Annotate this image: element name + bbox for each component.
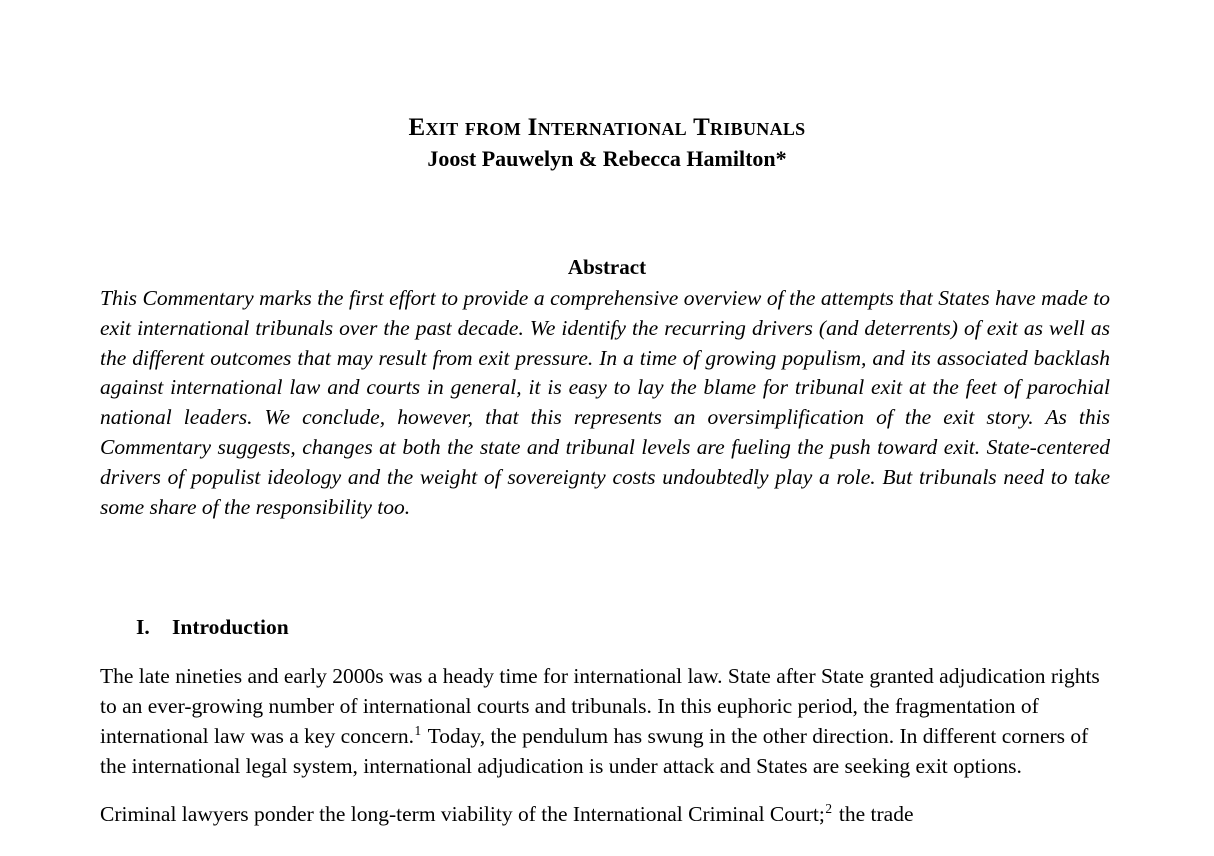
- paragraph-intro-1: [100, 661, 1110, 781]
- abstract-text: This Commentary marks the first effort to provide a comprehensive overview of the attempts that States have made to exit international tribunals over the past decade. We identify the recurring drivers (and deterrents) of exit as well as the different outcomes that may result from exit pressure. In a time of growing populism, and its associated backlash against international law and courts in general, it is easy to lay the blame for tribunal exit at the feet of parochial national leaders. We conclude, however, that this represents an oversimplification of the exit story. As this Commentary suggests, changes at both the state and tribunal levels are fueling the push toward exit. State-centered drivers of populist ideology and the weight of sovereignty costs undoubtedly play a role. But tribunals need to take some share of the responsibility too.: [100, 286, 1110, 519]
- paragraph-intro-2-part-b: the trade: [833, 802, 914, 826]
- footnote-marker-1[interactable]: 1: [414, 722, 422, 738]
- footnote-marker-2[interactable]: 2: [825, 800, 833, 816]
- paragraph-intro-1-part-a: The late nineties and early 2000s was a heady time for international law. State after State granted adjudication rights to an ever-growing number of international courts and tribunals. In this euphoric period, the fragmentation of international law was a key concern.: [100, 664, 1100, 748]
- paragraph-intro-1-part-b: Today, the pendulum has swung in the other direction. In different corners of the international legal system, international adjudication is under attack and States are seeking exit options.: [100, 724, 1089, 778]
- body-text: [100, 661, 1110, 829]
- section-title: Introduction: [172, 615, 289, 639]
- section-number: I.: [136, 615, 150, 639]
- paragraph-intro-2-part-a: Criminal lawyers ponder the long-term viability of the International Criminal Court;: [100, 802, 825, 826]
- page-title: Exit from International Tribunals: [408, 113, 806, 141]
- paragraph-intro-2: [100, 799, 1110, 829]
- author-line: Joost Pauwelyn & Rebecca Hamilton*: [427, 146, 787, 171]
- section-heading: [100, 615, 1110, 641]
- abstract-heading: Abstract: [567, 255, 647, 280]
